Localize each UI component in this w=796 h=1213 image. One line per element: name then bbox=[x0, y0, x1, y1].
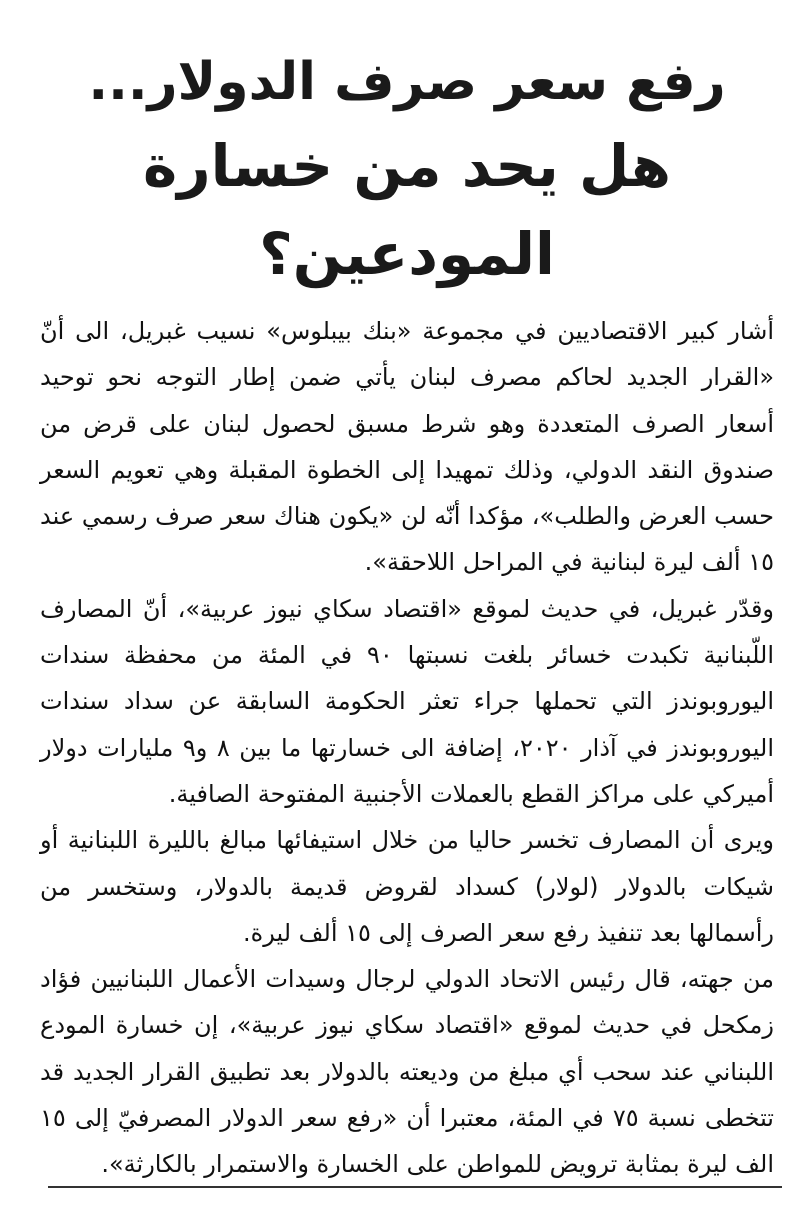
paragraph-4: من جهته، قال رئيس الاتحاد الدولي لرجال وسيدات الأعمال اللبنانيين فؤاد زمكحل في حديث لموقع «اقتصاد سكاي نيوز عربية»، إن خسارة المودع اللبناني عند سحب أي مبلغ من وديعته بالدولار بعد تطبيق القرار الجديد قد تتخطى نسبة ٧٥ في المئة، معتبرا أن «رفع سعر الدولار المصرفيّ إلى ١٥ الف ليرة بمثابة ترويض للمواطن على الخسارة والاستمرار بالكارثة». bbox=[40, 965, 774, 1179]
paragraph-2: وقدّر غبريل، في حديث لموقع «اقتصاد سكاي نيوز عربية»، أنّ المصارف اللّبنانية تكبدت خسائر بلغت نسبتها ٩٠ في المئة من محفظة سندات اليوروبوندز التي تحملها جراء تعثر الحكومة السابقة عن سداد سندات اليوروبوندز في آذار ٢٠٢٠، إضافة الى خسارتها ما بين ٨ و٩ مليارات دولار أميركي على مراكز القطع بالعملات الأجنبية المفتوحة الصافية. bbox=[40, 594, 774, 808]
headline bbox=[40, 0, 774, 298]
paragraph-3: ويرى أن المصارف تخسر حاليا من خلال استيفائها مبالغ بالليرة اللبنانية أو شيكات بالدولار (لولار) كسداد لقروض قديمة بالدولار، وستخسر من رأسمالها بعد تنفيذ رفع سعر الصرف إلى ١٥ ألف ليرة. bbox=[40, 826, 774, 947]
column-divider bbox=[48, 1186, 782, 1188]
paragraph-1: أشار كبير الاقتصاديين في مجموعة «بنك بيبلوس» نسيب غبريل، الى أنّ «القرار الجديد لحاكم مصرف لبنان يأتي ضمن إطار التوجه نحو توحيد أسعار الصرف المتعددة وهو شرط مسبق لحصول لبنان على قرض من صندوق النقد الدولي، وذلك تمهيدا إلى الخطوة المقبلة وهي تعويم السعر حسب العرض والطلب»، مؤكدا أنّه لن «يكون هناك سعر صرف رسمي عند ١٥ ألف ليرة لبنانية في المراحل اللاحقة». bbox=[40, 317, 774, 577]
article-body bbox=[40, 308, 774, 1188]
headline-line-2: هل يحد من خسارة المودعين؟ bbox=[143, 132, 671, 288]
article bbox=[40, 0, 774, 1213]
headline-line-1: رفع سعر صرف الدولار... bbox=[88, 52, 726, 112]
